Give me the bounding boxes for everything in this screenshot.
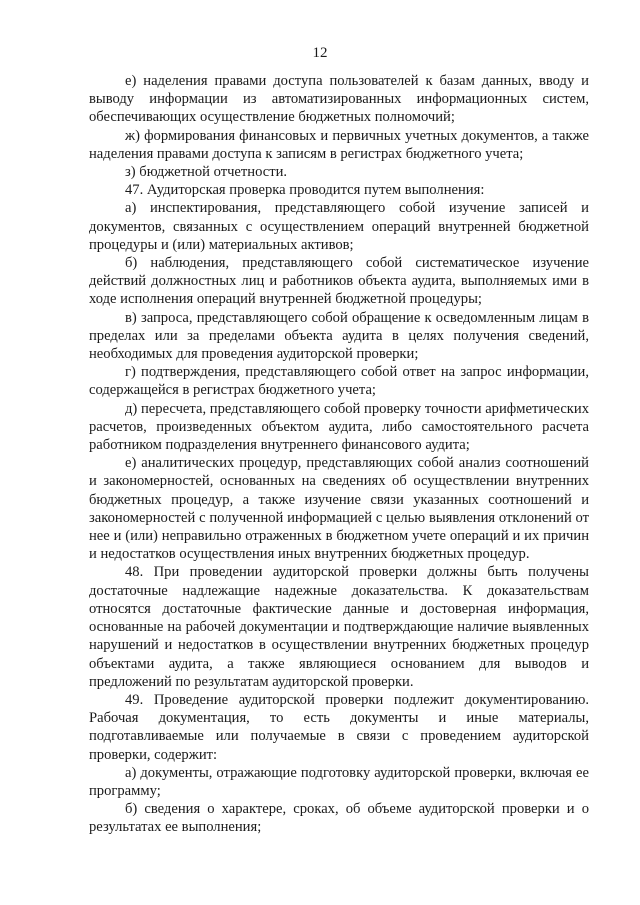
paragraph-z-budget-reporting: з) бюджетной отчетности. (125, 164, 288, 181)
page-number: 12 (312, 45, 328, 61)
paragraph-47-g-confirmation: г) подтверждения, представляющего собой ответ на запрос информации, содержащейся в регистрах бюджетного учета; (89, 364, 589, 399)
document-body (89, 72, 589, 837)
paragraph-47-b-observation: б) наблюдения, представляющего собой систематическое изучение действий должностных лиц и работников объекта аудита, выполняемых ими в ходе исполнения операций внутренней бюджетной процедуры; (89, 255, 589, 308)
paragraph-47-d-recalculation: д) пересчета, представляющего собой проверку точности арифметических расчетов, произведенных объектом аудита, либо самостоятельного расчета работником подразделения внутреннего финансового аудита; (89, 400, 589, 454)
paragraph-47-a-inspection: а) инспектирования, представляющего собой изучение записей и документов, связанных с осуществлением операций внутренней бюджетной процедуры и (или) материальных активов; (89, 200, 589, 253)
paragraph-48: 48. При проведении аудиторской проверки должны быть получены достаточные надлежащие надежные доказательства. К доказательствам относятся достаточные фактические данные и достоверная информация, основанные на рабочей документации и подтверждающие наличие выявленных нарушений и недостатков в осуществлении внутренних бюджетных процедур объектами аудита, а также являющиеся основанием для выводов и предложений по результатам аудиторской проверки. (89, 564, 589, 690)
paragraph-e-access-rights: е) наделения правами доступа пользователей к базам данных, вводу и выводу информации из автоматизированных информационных систем, обеспечивающих осуществление бюджетных полномочий; (89, 73, 589, 126)
paragraph-49-b-information: б) сведения о характере, сроках, об объеме аудиторской проверки и о результатах ее выполнения; (89, 801, 589, 836)
paragraph-47-e-analytical: е) аналитических процедур, представляющих собой анализ соотношений и закономерностей, основанных на сведениях об осуществлении внутренних бюджетных процедур, а также изучение связи указанных соотношений и закономерностей с полученной информацией с целью выявления отклонений от нее и (или) неправильно отраженных в бюджетном учете операций и их причин и недостатков осуществления иных внутренних бюджетных процедур. (89, 455, 589, 563)
paragraph-47: 47. Аудиторская проверка проводится путем выполнения: (125, 182, 485, 199)
paragraph-49-a-documents: а) документы, отражающие подготовку аудиторской проверки, включая ее программу; (89, 764, 589, 799)
paragraph-zh-financial-documents: ж) формирования финансовых и первичных учетных документов, а также наделения правами доступа к записям в регистрах бюджетного учета; (89, 127, 589, 162)
paragraph-49: 49. Проведение аудиторской проверки подлежит документированию. Рабочая документация, то есть документы и иные материалы, подготавливаемые или получаемые в связи с проведением аудиторской проверки, содержит: (89, 691, 589, 763)
paragraph-47-v-request: в) запроса, представляющего собой обращение к осведомленным лицам в пределах или за пределами объекта аудита в целях получения сведений, необходимых для проведения аудиторской проверки; (89, 309, 589, 363)
